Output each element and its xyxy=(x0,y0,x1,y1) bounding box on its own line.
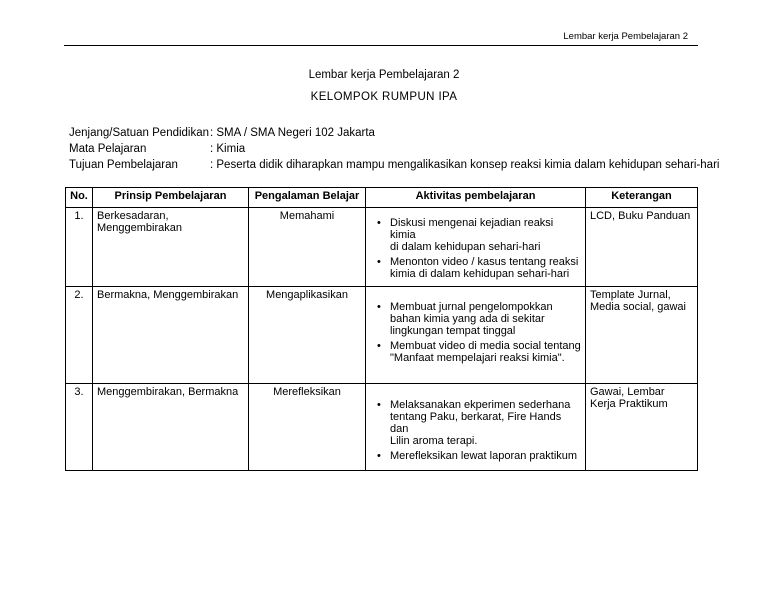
info-value: : SMA / SMA Negeri 102 Jakarta xyxy=(210,127,375,139)
list-item xyxy=(370,340,581,364)
column-header-pengalaman: Pengalaman Belajar xyxy=(249,188,366,208)
item-line: Menonton video / kasus tentang reaksi xyxy=(390,256,579,268)
cell-pengalaman: Mengaplikasikan xyxy=(249,287,366,384)
bullet-icon: • xyxy=(377,256,381,268)
cell-pengalaman: Merefleksikan xyxy=(249,384,366,471)
item-line: Membuat jurnal pengelompokkan xyxy=(390,301,553,313)
cell-line: Template Jurnal, xyxy=(590,289,671,301)
table-header-row xyxy=(66,188,698,208)
info-row xyxy=(69,127,719,143)
column-header-keterangan: Keterangan xyxy=(586,188,698,208)
bullet-icon: • xyxy=(377,301,381,313)
column-header-prinsip: Prinsip Pembelajaran xyxy=(93,188,249,208)
cell-line: LCD, Buku Panduan xyxy=(590,210,691,222)
info-label: Mata Pelajaran xyxy=(69,143,147,155)
item-line: Lilin aroma terapi. xyxy=(390,435,478,447)
running-header: Lembar kerja Pembelajaran 2 xyxy=(563,31,688,42)
cell-line: Berkesadaran, xyxy=(97,210,169,222)
item-line: Diskusi mengenai kejadian reaksi kimia xyxy=(390,217,554,241)
info-label: Tujuan Pembelajaran xyxy=(69,159,178,171)
item-line: Merefleksikan lewat laporan praktikum xyxy=(390,450,578,462)
cell-line: Kerja Praktikum xyxy=(590,398,668,410)
list-item xyxy=(370,256,581,280)
item-line: Membuat video di media social tentang xyxy=(390,340,581,352)
bullet-icon: • xyxy=(377,399,381,411)
document-title: Lembar kerja Pembelajaran 2 xyxy=(308,69,460,81)
cell-line: Bermakna, Menggembirakan xyxy=(97,289,239,301)
info-row xyxy=(69,159,719,175)
table-row xyxy=(66,208,698,287)
cell-line: Media social, gawai xyxy=(590,301,686,313)
bullet-icon: • xyxy=(377,217,381,229)
item-line: Melaksanakan ekperimen sederhana xyxy=(390,399,571,411)
cell-keterangan xyxy=(586,208,698,287)
column-header-aktivitas: Aktivitas pembelajaran xyxy=(366,188,586,208)
cell-keterangan xyxy=(586,287,698,384)
cell-no: 1. xyxy=(66,208,93,287)
learning-table xyxy=(65,187,698,471)
cell-no: 3. xyxy=(66,384,93,471)
bullet-icon: • xyxy=(377,340,381,352)
header-rule xyxy=(64,45,698,46)
item-line: tentang Paku, berkarat, Fire Hands dan xyxy=(390,411,562,435)
bullet-icon: • xyxy=(377,450,381,462)
item-line: lingkungan tempat tinggal xyxy=(390,325,516,337)
info-label: Jenjang/Satuan Pendidikan xyxy=(69,127,210,139)
info-value: : Kimia xyxy=(210,143,246,155)
cell-aktivitas xyxy=(366,208,586,287)
cell-line: Menggembirakan, Bermakna xyxy=(97,386,239,398)
item-line: kimia di dalam kehidupan sehari-hari xyxy=(390,268,570,280)
activity-list xyxy=(370,399,581,462)
cell-aktivitas xyxy=(366,384,586,471)
list-item xyxy=(370,217,581,253)
item-line: di dalam kehidupan sehari-hari xyxy=(390,241,541,253)
cell-prinsip xyxy=(93,384,249,471)
item-line: "Manfaat mempelajari reaksi kimia". xyxy=(390,352,565,364)
cell-line: Menggembirakan xyxy=(97,222,182,234)
table-row xyxy=(66,384,698,471)
cell-no: 2. xyxy=(66,287,93,384)
cell-prinsip xyxy=(93,287,249,384)
cell-prinsip xyxy=(93,208,249,287)
column-header-no: No. xyxy=(66,188,93,208)
cell-line: Gawai, Lembar xyxy=(590,386,665,398)
list-item xyxy=(370,301,581,337)
cell-pengalaman: Memahami xyxy=(249,208,366,287)
document-subtitle: KELOMPOK RUMPUN IPA xyxy=(310,91,458,103)
item-line: bahan kimia yang ada di sekitar xyxy=(390,313,545,325)
cell-aktivitas xyxy=(366,287,586,384)
activity-list xyxy=(370,217,581,280)
info-value: : Peserta didik diharapkan mampu mengalikasikan konsep reaksi kimia dalam kehidupan sehari-hari xyxy=(210,159,720,171)
info-row xyxy=(69,143,719,159)
list-item xyxy=(370,450,581,462)
activity-list xyxy=(370,301,581,364)
info-block xyxy=(69,127,719,175)
list-item xyxy=(370,399,581,447)
cell-keterangan xyxy=(586,384,698,471)
table-row xyxy=(66,287,698,384)
